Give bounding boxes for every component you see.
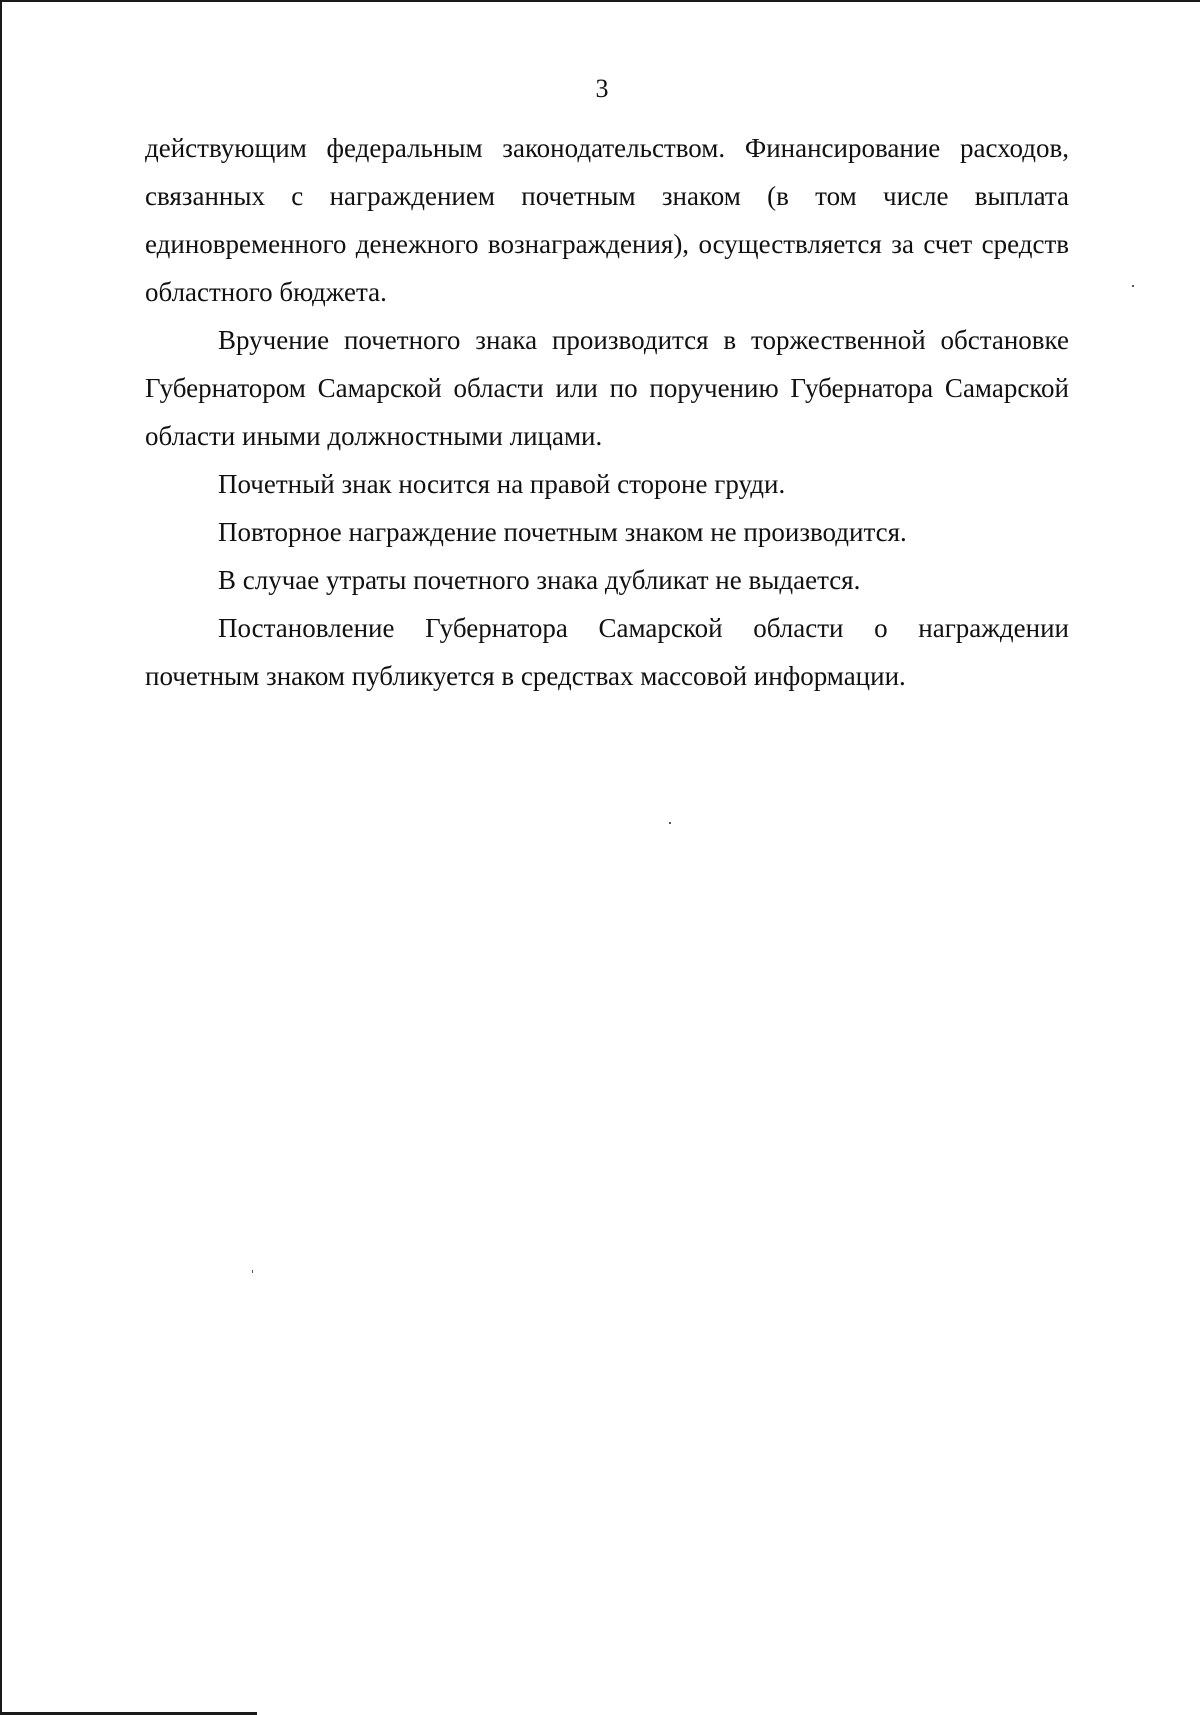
paragraph-wearing: Почетный знак носится на правой стороне груди. — [218, 469, 786, 499]
document-body — [145, 124, 1069, 700]
paragraph-duplicate: В случае утраты почетного знака дубликат не выдается. — [218, 565, 861, 595]
paragraph-financing: действующим федеральным законодательством. Финансирование расходов, связанных с награждением почетным знаком (в том числе выплата единовременного денежного вознаграждения), осуществляется за счет средств областного бюджета. — [145, 133, 1069, 307]
paragraph-repeat-award: Повторное награждение почетным знаком не производится. — [218, 517, 907, 547]
scan-speck — [252, 1270, 253, 1273]
scan-speck — [669, 822, 671, 824]
page-number: 3 — [595, 74, 609, 103]
scan-speck — [1132, 285, 1134, 287]
paragraph-presentation: Вручение почетного знака производится в торжественной обстановке Губернатором Самарской области или по поручению Губернатора Самарской области иными должностными лицами. — [145, 325, 1069, 451]
paragraph-publication: Постановление Губернатора Самарской области о награждении почетным знаком публикуется в средствах массовой информации. — [145, 613, 1069, 691]
